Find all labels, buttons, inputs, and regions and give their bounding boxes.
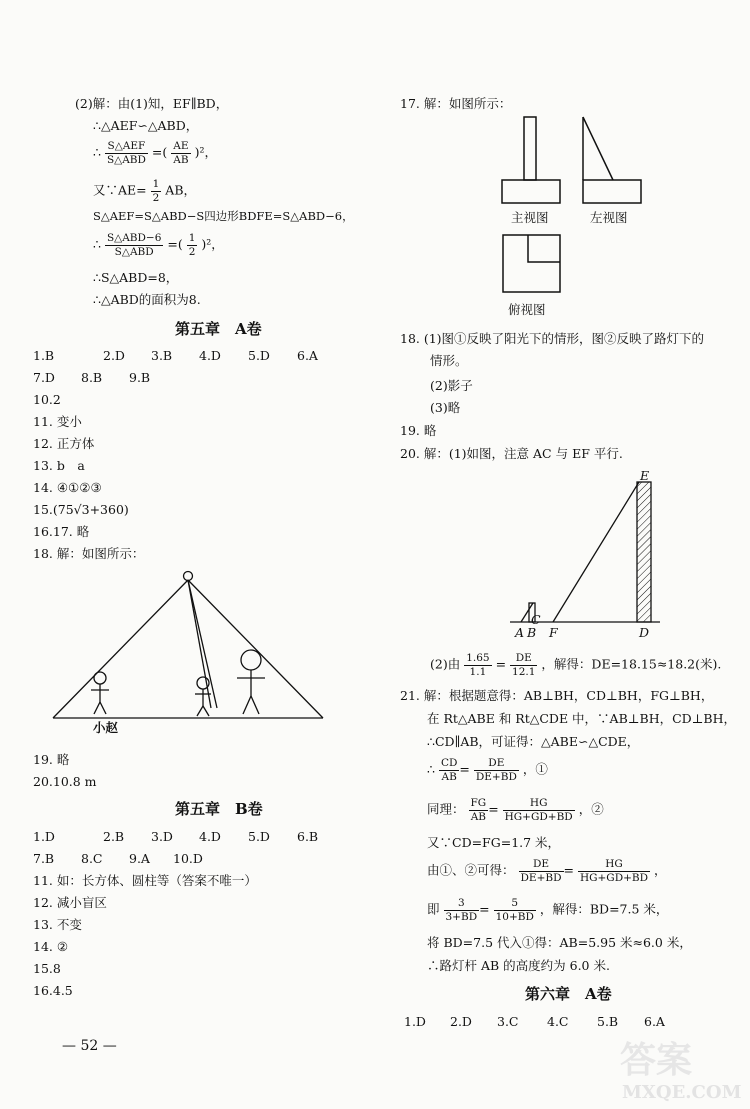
answer-21-7: 由①、②可得： $\frac{DE}{DE+BD}$ = $\frac{HG}{HG+GD+BD}$ ，	[427, 858, 667, 884]
chapter5-a-title: 第五章 A卷	[175, 320, 262, 338]
answer-b15: 15.8	[33, 961, 61, 976]
answer-18-1b: 情形。	[430, 353, 468, 368]
denominator: 12.1	[512, 665, 536, 678]
answer-18-2: (2)影子	[430, 378, 473, 393]
left-line-3	[93, 140, 217, 166]
numerator: S△ABD−6	[106, 232, 162, 244]
point-label-B: B	[527, 625, 537, 640]
numerator: HG	[503, 797, 575, 811]
text: )²，	[201, 236, 224, 252]
answer-17: 17. 解：如图所示：	[400, 96, 512, 111]
text: ，	[654, 862, 667, 878]
answer-b12: 12. 减小盲区	[33, 895, 107, 910]
answer: 8.B	[81, 370, 103, 385]
denominator: 2	[152, 191, 160, 204]
answer-b13: 13. 不变	[33, 917, 82, 932]
left-line-7: ∴S△ABD=8，	[93, 270, 179, 285]
answer-b16: 16.4.5	[33, 983, 73, 998]
answer-20-right: 20. 解：(1)如图，注意 AC 与 EF 平行.	[400, 446, 623, 461]
answer-18-3: (3)略	[430, 400, 461, 415]
answer: 7.B	[33, 851, 55, 866]
answer: 9.A	[129, 851, 150, 866]
fraction	[469, 797, 489, 823]
numerator: 5	[494, 897, 536, 911]
answer-10: 10.2	[33, 392, 61, 407]
numerator: 1.65	[466, 652, 490, 664]
text: 由①、②可得：	[427, 862, 515, 878]
denominator: HG+GD+BD	[504, 810, 573, 823]
point-label-A: A	[515, 625, 525, 640]
text: AB，	[165, 182, 197, 198]
denominator: 3+BD	[445, 910, 478, 923]
numerator: S△AEF	[105, 140, 148, 154]
fraction	[464, 652, 491, 678]
answer-21-5: 同理： $\frac{FG}{AB}$ = $\frac{HG}{HG+GD+BD}$ ，②	[427, 797, 604, 823]
page-number: — 52 —	[62, 1038, 117, 1054]
left-line-2: ∴△AEF∽△ABD，	[93, 118, 199, 133]
fraction	[105, 140, 148, 166]
answer-16-17: 16.17. 略	[33, 524, 90, 539]
numerator: 3	[444, 897, 480, 911]
fraction	[439, 757, 459, 783]
text: 即	[427, 901, 440, 917]
answer: 4.D	[199, 829, 221, 844]
answer-19: 19. 略	[33, 752, 70, 767]
fraction	[151, 178, 162, 204]
point-label-C: C	[531, 612, 541, 627]
text: (2)由	[430, 656, 461, 672]
answer-12: 12. 正方体	[33, 436, 95, 451]
numerator: FG	[470, 797, 487, 809]
numerator: 1	[188, 232, 196, 244]
answer-21-8: 即 $\frac{3}{3+BD}$ = $\frac{5}{10+BD}$ ，解得：BD=7.5 米，	[427, 897, 669, 923]
answer-21-2: 在 Rt△ABE 和 Rt△CDE 中，∵AB⊥BH，CD⊥BH，	[427, 711, 737, 726]
denominator: S△ABD	[106, 153, 146, 166]
text: ，解得：DE=18.15≈18.2(米).	[541, 656, 722, 672]
left-view-label: 左视图	[590, 210, 628, 225]
point-label-F: F	[549, 625, 558, 640]
answer-18-1: 18. (1)图①反映了阳光下的情形，图②反映了路灯下的	[400, 331, 705, 346]
chapter5-b-title: 第五章 B卷	[175, 800, 263, 818]
numerator: AE	[171, 140, 190, 154]
answer-21-3: ∴CD∥AB，可证得：△ABE∽△CDE，	[427, 734, 640, 749]
denominator: AB	[441, 770, 457, 783]
answer: 8.C	[81, 851, 103, 866]
watermark-logo	[610, 1030, 750, 1090]
numerator: DE	[519, 858, 564, 872]
text: =(	[151, 144, 168, 160]
denominator: HG+GD+BD	[579, 871, 649, 884]
fraction	[503, 797, 575, 823]
text: 又∵AE=	[93, 182, 147, 198]
answer-11: 11. 变小	[33, 414, 82, 429]
text: )²，	[194, 144, 217, 160]
fraction	[578, 858, 650, 884]
answer-20: 20.10.8 m	[33, 774, 97, 789]
answer-21-4: ∴ $\frac{CD}{AB}$ = $\frac{DE}{DE+BD}$ ，①	[427, 757, 548, 783]
answer: 9.B	[129, 370, 151, 385]
answer: 2.B	[103, 829, 125, 844]
point-label-D: D	[639, 625, 650, 640]
fraction	[187, 232, 198, 258]
text: ，②	[578, 801, 604, 817]
denominator: 1.1	[469, 665, 487, 678]
text: ∴	[93, 144, 101, 160]
text: 同理：	[427, 801, 465, 817]
top-view-label: 俯视图	[508, 302, 546, 317]
answer: 1.D	[404, 1014, 426, 1029]
answer: 4.D	[199, 348, 221, 363]
left-line-8: ∴△ABD的面积为8.	[93, 292, 201, 307]
figure-label: 小赵	[93, 720, 119, 735]
watermark: MXQE.COM	[622, 1082, 742, 1103]
answer: 6.A	[644, 1014, 665, 1029]
answer-b14: 14. ②	[33, 939, 69, 954]
answer-14: 14. ④①②③	[33, 480, 102, 495]
text: ，解得：BD=7.5 米，	[539, 901, 669, 917]
fraction	[444, 897, 480, 923]
answer: 2.D	[103, 348, 125, 363]
chapter6-a-title: 第六章 A卷	[525, 985, 612, 1003]
answer: 2.D	[450, 1014, 472, 1029]
numerator: HG	[578, 858, 650, 872]
lamp-shadow-figure	[45, 568, 345, 728]
text: ∴	[93, 236, 101, 252]
fraction	[474, 757, 519, 783]
left-line-1: (2)解：由(1)知，EF∥BD，	[75, 96, 229, 111]
fraction	[494, 897, 536, 923]
denominator: DE+BD	[475, 770, 517, 783]
answer: 3.B	[151, 348, 173, 363]
front-view-label: 主视图	[511, 210, 549, 225]
fraction	[519, 858, 564, 884]
answer-21-6: 又∵CD=FG=1.7 米，	[427, 835, 561, 850]
answer: 5.D	[248, 829, 270, 844]
answer: 3.D	[151, 829, 173, 844]
numerator: 1	[152, 178, 160, 190]
answer: 1.D	[33, 829, 55, 844]
answer: 6.A	[297, 348, 318, 363]
denominator: 10+BD	[495, 910, 534, 923]
numerator: DE	[510, 652, 537, 666]
denominator: DE+BD	[520, 871, 562, 884]
answer: 5.D	[248, 348, 270, 363]
answer-13: 13. b a	[33, 458, 85, 473]
text: =	[495, 656, 507, 672]
numerator: DE	[474, 757, 519, 771]
answer-18: 18. 解：如图所示：	[33, 546, 145, 561]
answer-21-10: ∴路灯杆 AB 的高度约为 6.0 米.	[427, 958, 610, 973]
fraction	[171, 140, 190, 166]
answer-20-2	[430, 652, 721, 678]
point-label-E: E	[640, 468, 650, 483]
denominator: S△ABD	[114, 245, 154, 258]
text: ∴	[427, 761, 435, 777]
denominator: 2	[188, 245, 196, 258]
answer: 5.B	[597, 1014, 619, 1029]
answer-19-right: 19. 略	[400, 423, 437, 438]
left-line-4	[93, 178, 196, 204]
answer: 10.D	[173, 851, 203, 866]
text: =(	[167, 236, 183, 252]
answer: 6.B	[297, 829, 319, 844]
left-line-6	[93, 232, 224, 258]
fraction	[105, 232, 163, 258]
answer: 4.C	[547, 1014, 569, 1029]
answer-21-9: 将 BD=7.5 代入①得：AB=5.95 米≈6.0 米，	[427, 935, 692, 950]
svg-text:答案: 答案	[620, 1040, 693, 1081]
answer: 7.D	[33, 370, 55, 385]
fraction	[510, 652, 537, 678]
left-line-5: S△AEF=S△ABD−S四边形BDFE=S△ABD−6，	[93, 209, 354, 223]
answer-21-1: 21. 解：根据题意得：AB⊥BH，CD⊥BH，FG⊥BH，	[400, 688, 714, 703]
text: ，①	[522, 761, 548, 777]
denominator: AB	[173, 153, 189, 166]
answer-b11: 11. 如：长方体、圆柱等（答案不唯一）	[33, 873, 257, 888]
answer: 1.B	[33, 348, 55, 363]
answer-15: 15.(75√3+360)	[33, 502, 129, 517]
numerator: CD	[440, 757, 458, 769]
answer: 3.C	[497, 1014, 519, 1029]
denominator: AB	[470, 810, 486, 823]
